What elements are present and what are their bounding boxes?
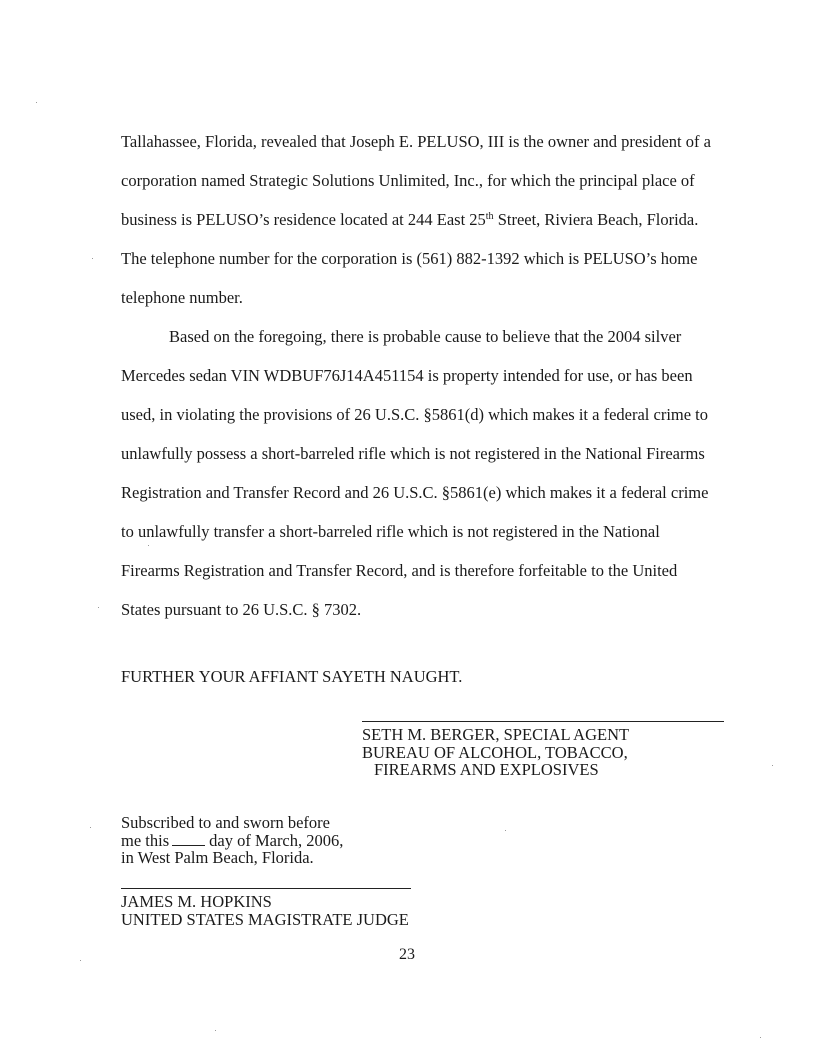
scan-speck (760, 1037, 761, 1038)
body-line: Based on the foregoing, there is probable cause to believe that the 2004 silver (169, 327, 682, 346)
scan-speck (215, 1030, 216, 1031)
day-blank (172, 833, 205, 846)
scan-speck (98, 607, 99, 608)
jurat-text: day of March, 2006, (209, 830, 344, 850)
jurat-text: me this (121, 830, 170, 850)
closing-statement: FURTHER YOUR AFFIANT SAYETH NAUGHT. (121, 667, 463, 686)
affiant-signature-line (362, 721, 724, 722)
body-line: States pursuant to 26 U.S.C. § 7302. (121, 600, 362, 619)
body-line (121, 210, 698, 230)
body-line: Registration and Transfer Record and 26 U.S.C. §5861(e) which makes it a federal crime (121, 483, 709, 502)
scan-speck (772, 765, 773, 766)
body-line: Mercedes sedan VIN WDBUF76J14A451154 is property intended for use, or has been (121, 366, 693, 385)
scan-speck (505, 830, 506, 831)
scan-speck (148, 545, 149, 546)
body-line: to unlawfully transfer a short-barreled rifle which is not registered in the National (121, 522, 660, 541)
jurat-line (121, 832, 343, 850)
body-line: Firearms Registration and Transfer Record, and is therefore forfeitable to the United (121, 561, 678, 580)
body-line: telephone number. (121, 288, 243, 307)
body-line: unlawfully possess a short-barreled rifle which is not registered in the National Firearms (121, 444, 705, 463)
scan-speck (36, 102, 37, 103)
scan-speck (90, 827, 91, 828)
page-number: 23 (399, 946, 415, 963)
affiant-agency: FIREARMS AND EXPLOSIVES (374, 760, 599, 779)
body-line: The telephone number for the corporation is (561) 882-1392 which is PELUSO’s home (121, 249, 698, 268)
body-line: Tallahassee, Florida, revealed that Joseph E. PELUSO, III is the owner and president of a (121, 132, 711, 151)
jurat-block (121, 814, 343, 867)
jurat-line: Subscribed to and sworn before (121, 813, 330, 832)
body-line: corporation named Strategic Solutions Unlimited, Inc., for which the principal place of (121, 171, 695, 190)
jurat-line: in West Palm Beach, Florida. (121, 848, 314, 867)
body-line: used, in violating the provisions of 26 U.S.C. §5861(d) which makes it a federal crime to (121, 405, 709, 424)
scan-speck (92, 258, 93, 259)
body-line-text: Street, Riviera Beach, Florida. (493, 210, 699, 229)
judge-signature-line (121, 888, 411, 889)
ordinal-superscript: th (485, 211, 494, 222)
judge-name: JAMES M. HOPKINS (121, 892, 272, 911)
judge-title: UNITED STATES MAGISTRATE JUDGE (121, 909, 409, 929)
body-line-text: business is PELUSO’s residence located at 244 East 25 (121, 210, 486, 229)
affiant-agency: BUREAU OF ALCOHOL, TOBACCO, (362, 742, 628, 762)
scan-speck (80, 960, 81, 961)
affiant-name: SETH M. BERGER, SPECIAL AGENT (362, 725, 630, 744)
